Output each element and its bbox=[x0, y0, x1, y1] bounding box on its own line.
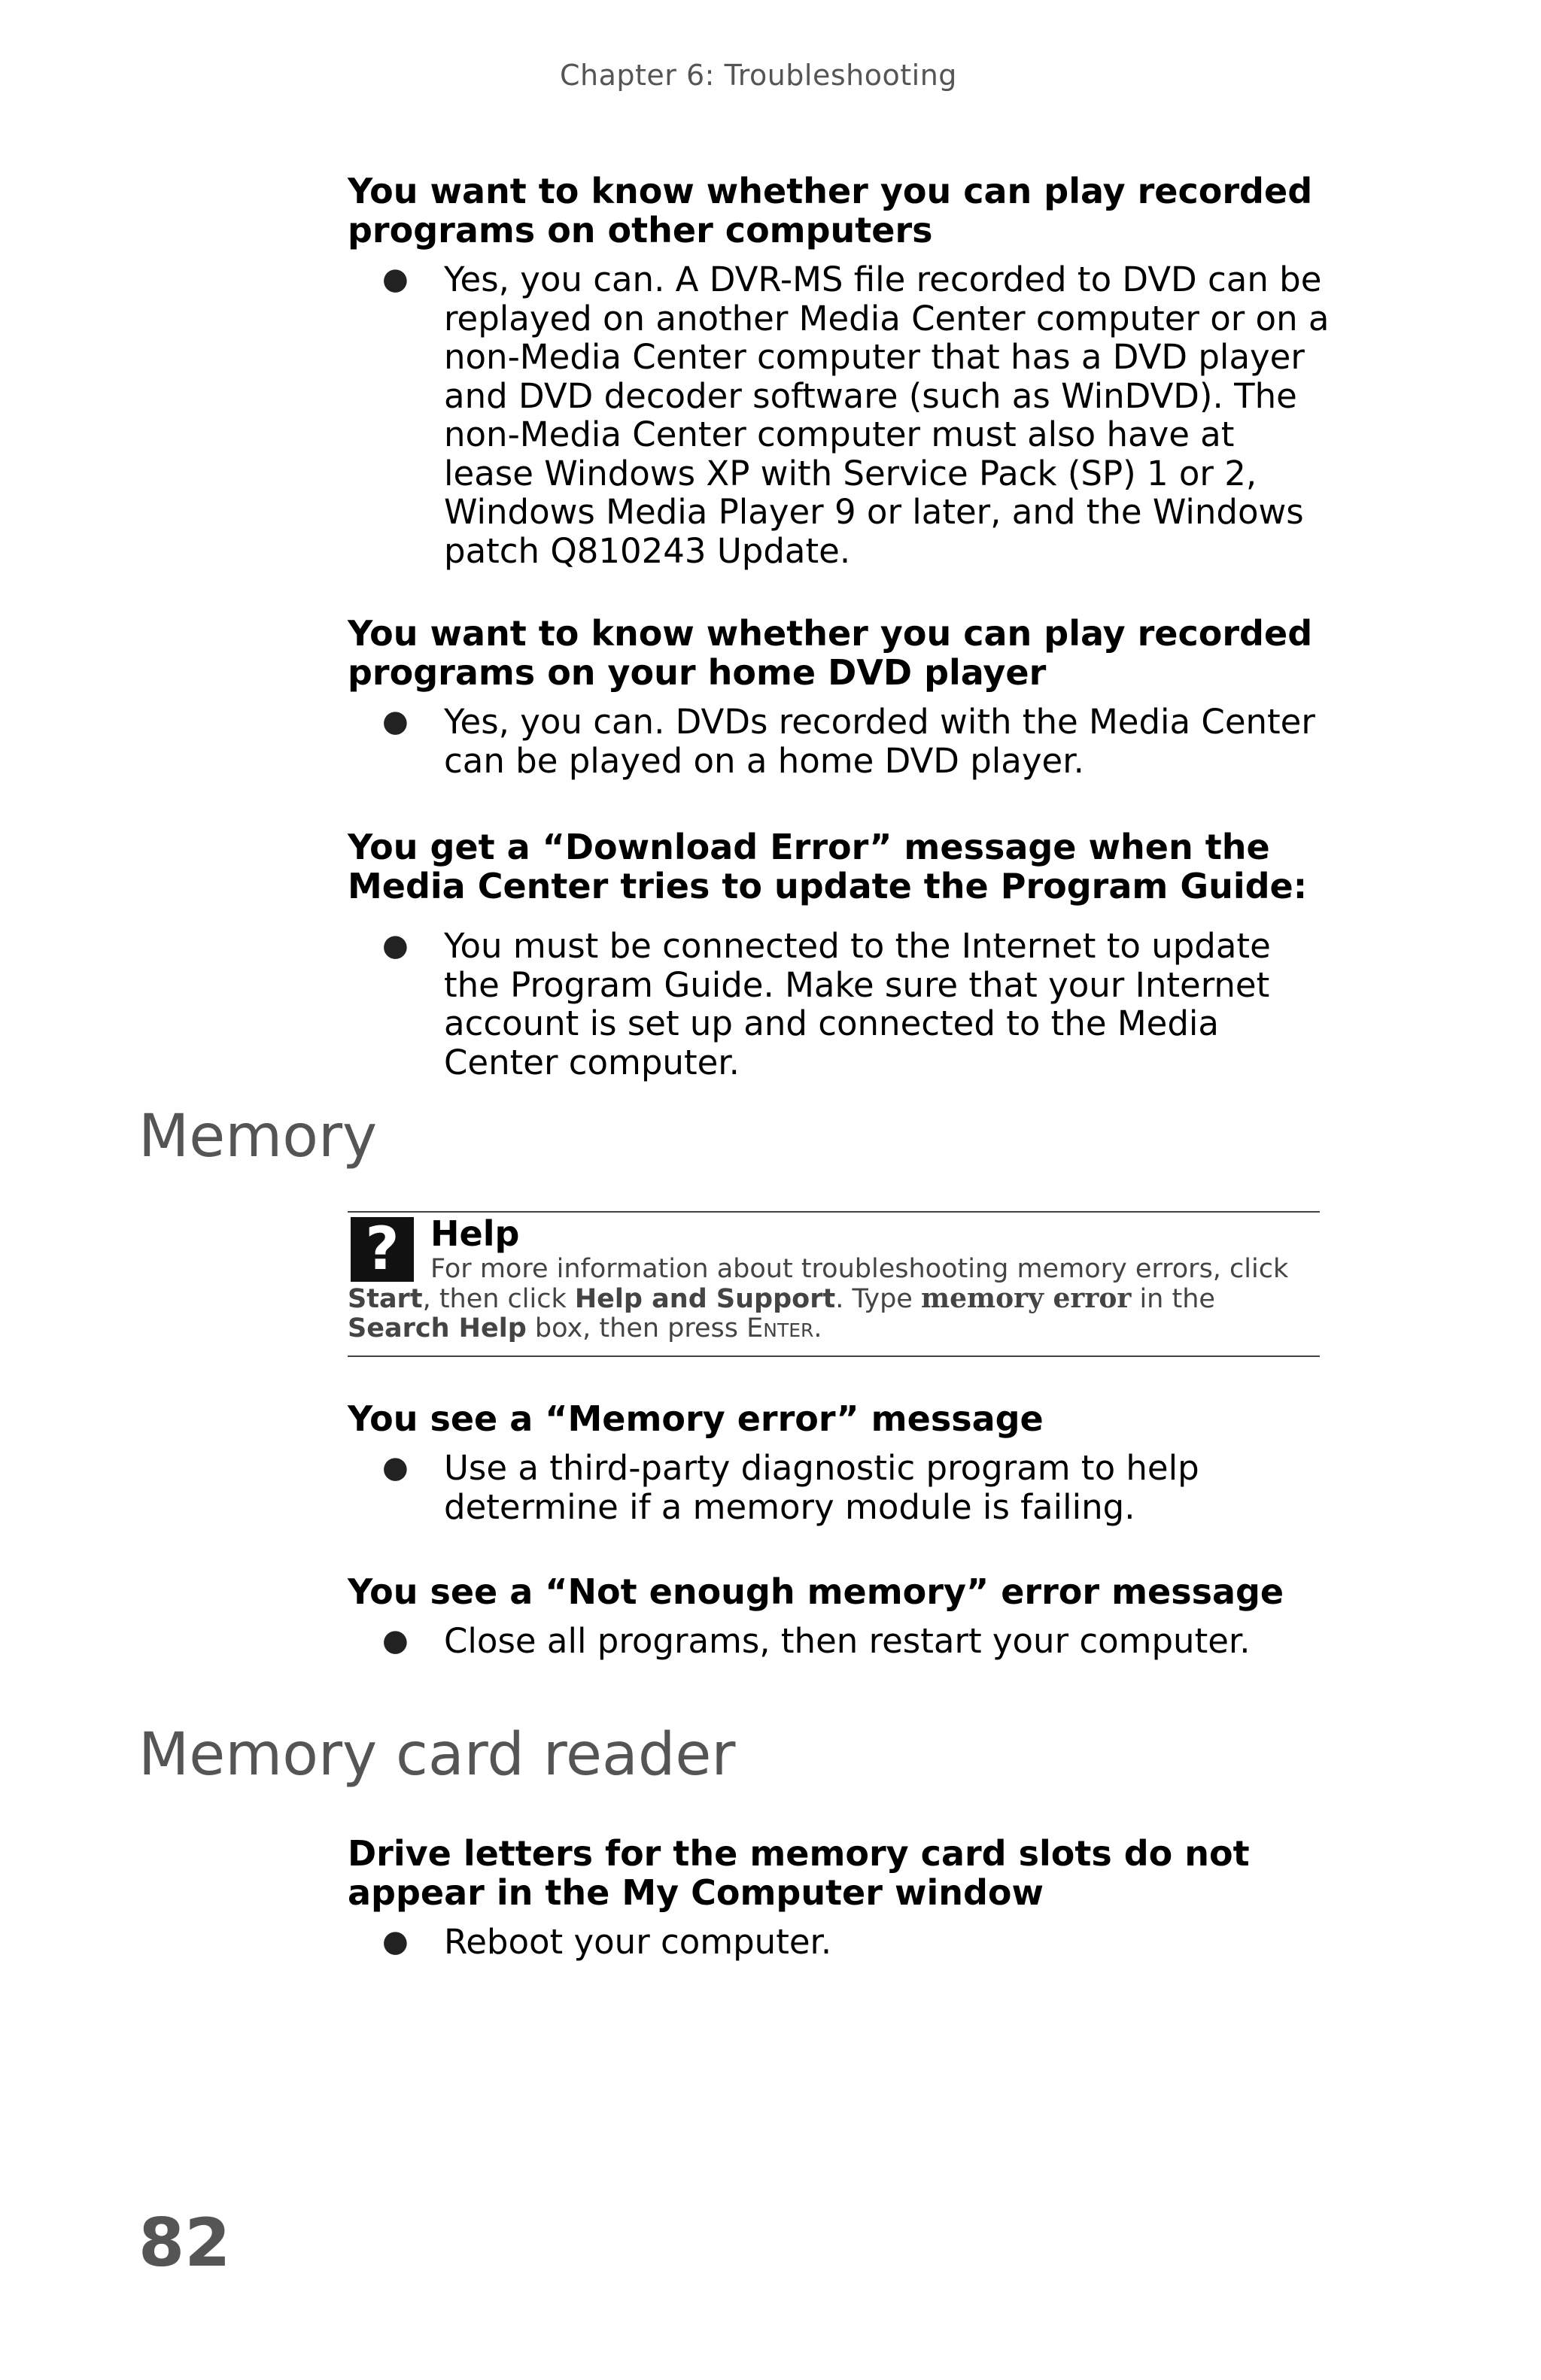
search-keyword: memory error bbox=[920, 1283, 1132, 1314]
section-title-memory: Memory bbox=[138, 1103, 378, 1170]
solution-text: Use a third-party diagnostic program to help determine if a memory module is failing. bbox=[444, 1448, 1199, 1527]
help-question-icon: ? bbox=[351, 1217, 414, 1282]
solution-text: You must be connected to the Internet to update the Program Guide. Make sure that your Internet account is set up and connected to the Media Center computer. bbox=[444, 926, 1271, 1082]
enter-key-label: Enter bbox=[746, 1313, 814, 1343]
problem-heading: You want to know whether you can play recorded programs on your home DVD player bbox=[348, 613, 1313, 693]
solution-text: Yes, you can. DVDs recorded with the Media Center can be played on a home DVD player. bbox=[444, 702, 1315, 781]
bullet-icon: ● bbox=[382, 1450, 409, 1485]
bullet-icon: ● bbox=[382, 1924, 409, 1959]
solution-text: Yes, you can. A DVR-MS file recorded to DVD can be replayed on another Media Center computer or on a non-Media Center computer that has a DVD player and DVD decoder software (such as WinDVD). The non-Media Center computer must also have at lease Windows XP with Service Pack (SP) 1 or 2, Windows Media Player 9 or later, and the Windows patch Q810243 Update. bbox=[444, 260, 1330, 571]
bullet-icon: ● bbox=[382, 262, 409, 296]
solution-text: Close all programs, then restart your computer. bbox=[444, 1621, 1251, 1661]
problem-heading: You see a “Memory error” message bbox=[348, 1398, 1044, 1439]
help-title: Help bbox=[430, 1213, 520, 1254]
problem-heading: You see a “Not enough memory” error message bbox=[348, 1571, 1284, 1612]
problem-heading: You get a “Download Error” message when the Media Center tries to update the Program Guide: bbox=[348, 827, 1308, 906]
bullet-icon: ● bbox=[382, 928, 409, 963]
problem-heading: You want to know whether you can play recorded programs on other computers bbox=[348, 171, 1313, 250]
problem-heading: Drive letters for the memory card slots do not appear in the My Computer window bbox=[348, 1833, 1250, 1913]
help-callout bbox=[348, 1211, 1320, 1357]
solution-text: Reboot your computer. bbox=[444, 1922, 832, 1962]
page-number: 82 bbox=[138, 2204, 231, 2281]
section-title-memory-card-reader: Memory card reader bbox=[138, 1721, 736, 1789]
search-help-label: Search Help bbox=[348, 1313, 527, 1343]
start-label: Start bbox=[348, 1284, 423, 1314]
help-and-support-label: Help and Support bbox=[574, 1284, 836, 1314]
running-header: Chapter 6: Troubleshooting bbox=[560, 59, 957, 92]
bullet-icon: ● bbox=[382, 1623, 409, 1658]
bullet-icon: ● bbox=[382, 704, 409, 739]
help-text: For more information about troubleshooting memory errors, click Start, then click Help and Support. Type memory error in the Search Help box, then press Enter. bbox=[348, 1254, 1289, 1343]
